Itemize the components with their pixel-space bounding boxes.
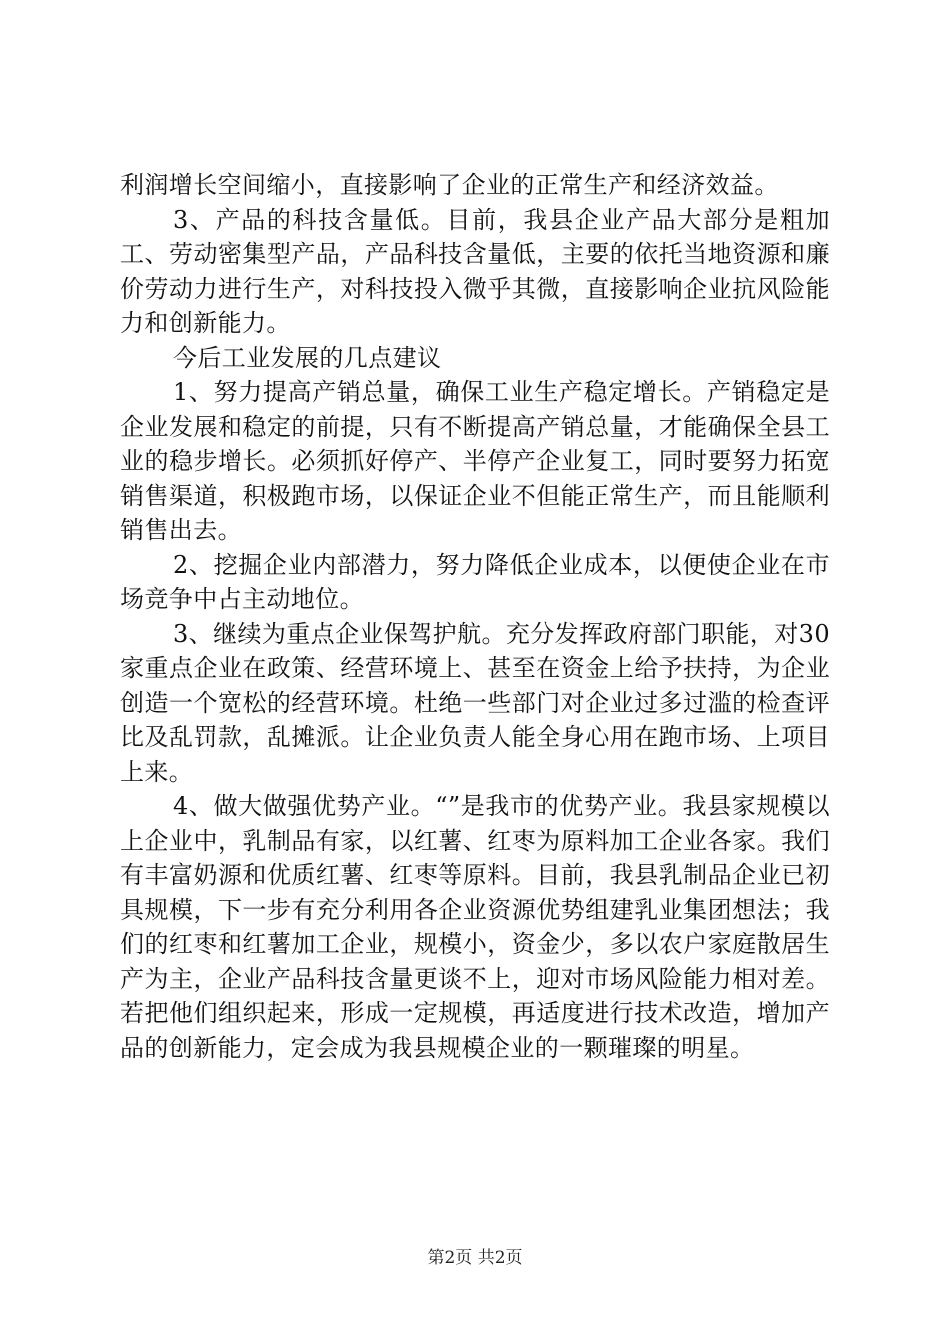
paragraph-2: 3、产品的科技含量低。目前，我县企业产品大部分是粗加工、劳动密集型产品，产品科技含量低，主要的依托当地资源和廉价劳动力进行生产，对科技投入微乎其微，直接影响企业抗风险能力和创新能力。	[120, 205, 830, 337]
paragraph-4: 1、努力提高产销总量，确保工业生产稳定增长。产销稳定是企业发展和稳定的前提，只有不断提高产销总量，才能确保全县工业的稳步增长。必须抓好停产、半停产企业复工，同时要努力拓宽销售渠道，积极跑市场，以保证企业不但能正常生产，而且能顺利销售出去。	[120, 378, 830, 544]
section-heading: 今后工业发展的几点建议	[173, 343, 442, 372]
document-body	[120, 168, 830, 1065]
page-footer: 第2页 共2页	[427, 1248, 523, 1268]
paragraph-7: 4、做大做强优势产业。“”是我市的优势产业。我县家规模以上企业中，乳制品有家，以红薯、红枣为原料加工企业各家。我们有丰富奶源和优质红薯、红枣等原料。目前，我县乳制品企业已初具规模，下一步有充分利用各企业资源优势组建乳业集团想法；我们的红枣和红薯加工企业，规模小，资金少，多以农户家庭散居生产为主，企业产品科技含量更谈不上，迎对市场风险能力相对差。若把他们组织起来，形成一定规模，再适度进行技术改造，增加产品的创新能力，定会成为我县规模企业的一颗璀璨的明星。	[120, 792, 830, 1062]
paragraph-6: 3、继续为重点企业保驾护航。充分发挥政府部门职能，对30家重点企业在政策、经营环境上、甚至在资金上给予扶持，为企业创造一个宽松的经营环境。杜绝一些部门对企业过多过滥的检查评比及乱罚款，乱摊派。让企业负责人能全身心用在跑市场、上项目上来。	[120, 619, 831, 786]
paragraph-1: 利润增长空间缩小，直接影响了企业的正常生产和经济效益。	[120, 171, 779, 199]
paragraph-5: 2、挖掘企业内部潜力，努力降低企业成本，以便使企业在市场竞争中占主动地位。	[120, 550, 830, 613]
